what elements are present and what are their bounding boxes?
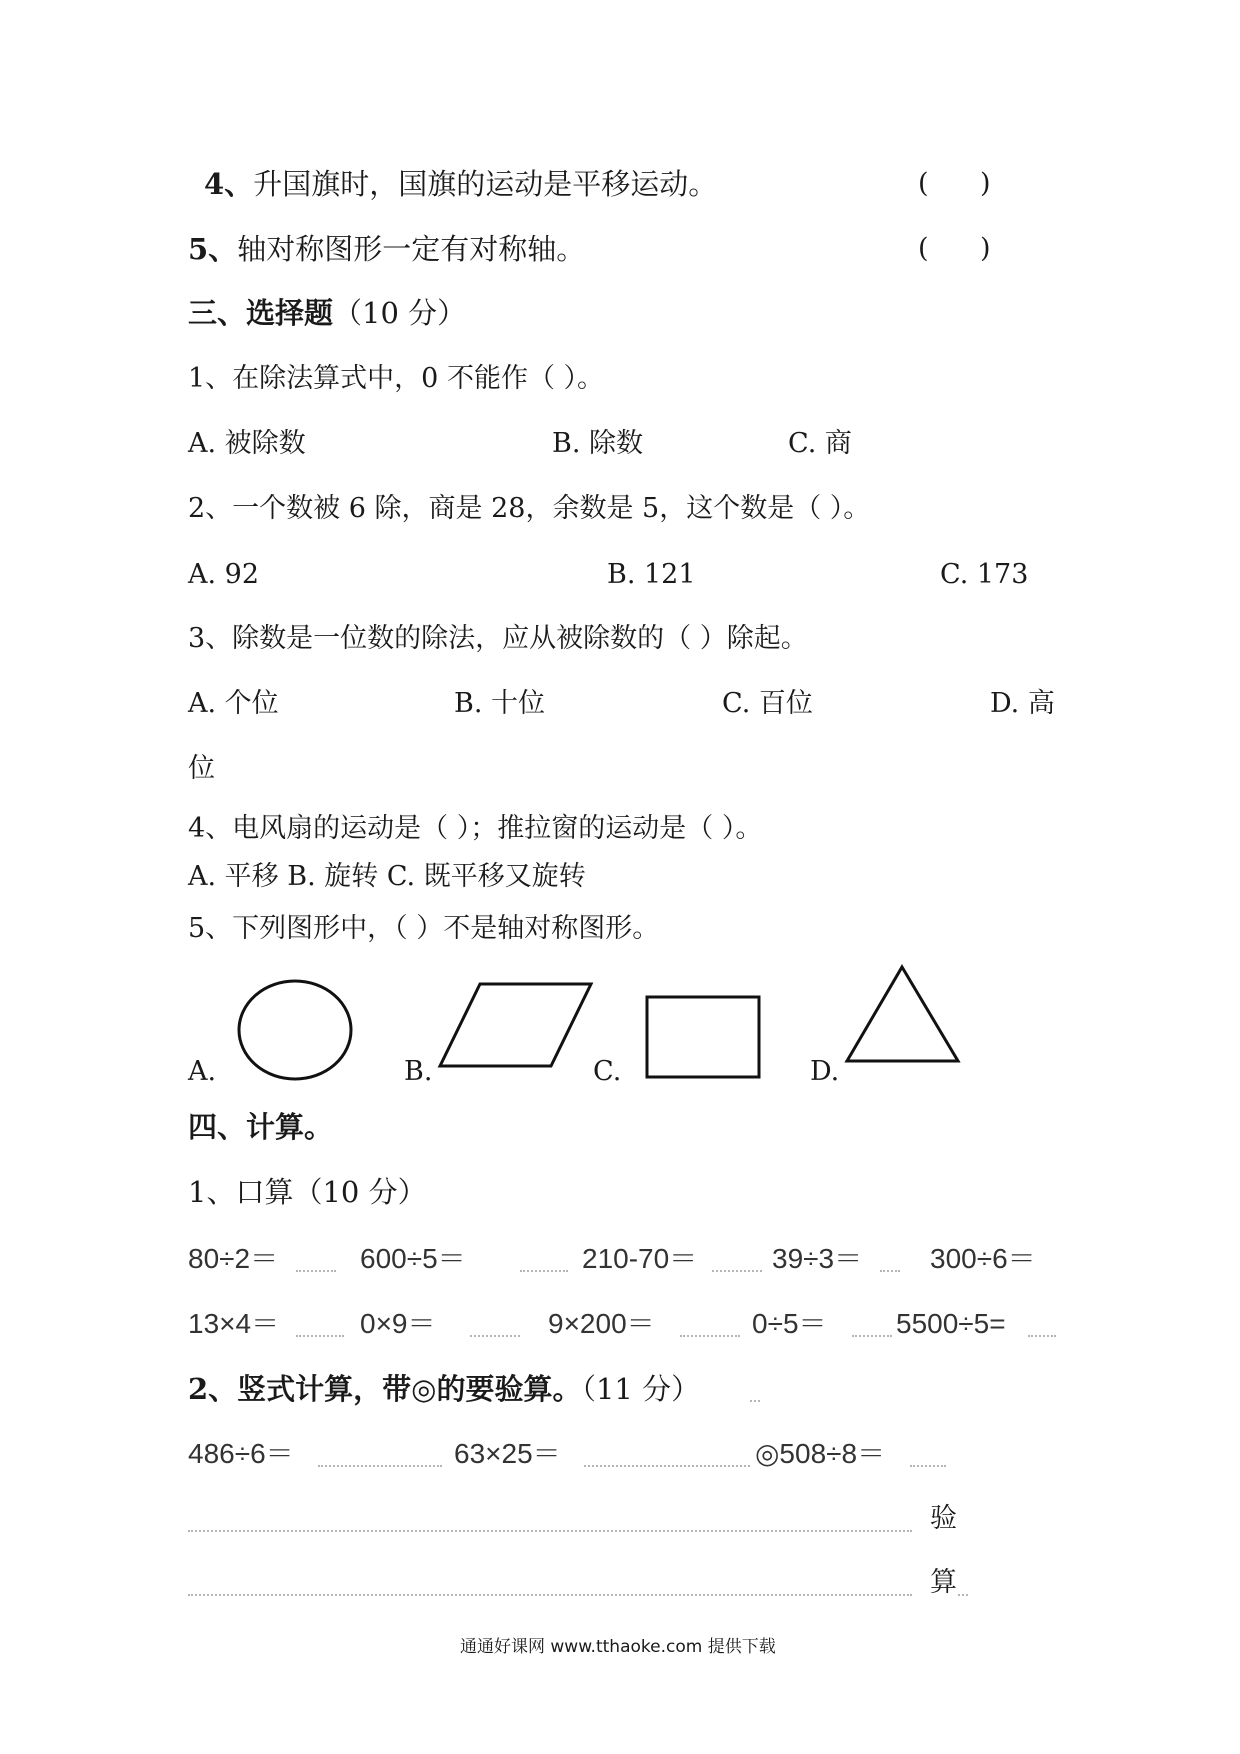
choice-q1-text: 1、在除法算式中，0 不能作（ ）。 — [188, 363, 605, 394]
dotted-blank — [958, 1594, 968, 1596]
dotted-blank — [296, 1270, 336, 1272]
shape-label-a: A. — [188, 1056, 217, 1087]
check-label-1: 验 — [930, 1503, 957, 1534]
section4-title: 四、计算。 — [188, 1110, 334, 1144]
rectangle-shape — [645, 995, 763, 1081]
dotted-blank — [852, 1335, 892, 1337]
oral-calc-title: 1、口算（10 分） — [188, 1175, 427, 1209]
oral-r2-c5: 5500÷5= — [896, 1308, 1006, 1339]
circle-shape — [236, 978, 356, 1083]
dotted-blank — [680, 1335, 740, 1337]
choice-q4-text: 4、电风扇的运动是（ ）；推拉窗的运动是（ ）。 — [188, 813, 763, 844]
choice-q3-option-b: B. 十位 — [454, 688, 546, 719]
oral-r1-c4: 39÷3＝ — [772, 1243, 863, 1274]
dotted-blank — [318, 1465, 442, 1467]
shape-label-c: C. — [593, 1056, 622, 1087]
judge-q4-text: 升国旗时，国旗的运动是平移运动。 — [253, 167, 718, 201]
judge-q4-num: 4、 — [204, 167, 254, 201]
dotted-blank — [750, 1400, 760, 1402]
choice-q3-option-d-wrap: 位 — [188, 753, 215, 784]
section3-score: （10 分） — [333, 296, 467, 330]
vertical-calc-item-3: ◎508÷8＝ — [755, 1438, 886, 1469]
dotted-blank — [584, 1465, 750, 1467]
choice-q3-option-c: C. 百位 — [722, 688, 813, 719]
judge-q5 — [188, 232, 585, 266]
choice-q4-options: A. 平移 B. 旋转 C. 既平移又旋转 — [188, 861, 586, 892]
oral-r1-c2: 600÷5＝ — [360, 1243, 466, 1274]
choice-q5-text: 5、下列图形中，（ ）不是轴对称图形。 — [188, 913, 660, 944]
dotted-blank — [712, 1270, 762, 1272]
choice-q3-text: 3、除数是一位数的除法，应从被除数的（ ）除起。 — [188, 623, 808, 654]
vertical-calc-item-2: 63×25＝ — [454, 1438, 561, 1469]
footer-credit: 通通好课网 www.tthaoke.com 提供下载 — [460, 1637, 776, 1657]
dotted-blank — [910, 1465, 946, 1467]
dotted-blank — [1028, 1335, 1056, 1337]
dotted-blank — [470, 1335, 520, 1337]
choice-q2-option-c: C. 173 — [940, 559, 1029, 590]
judge-q4-answer-blank[interactable]: ( ) — [918, 168, 991, 199]
choice-q2-text: 2、一个数被 6 除，商是 28，余数是 5，这个数是（ ）。 — [188, 493, 871, 524]
oral-r1-c3: 210-70＝ — [582, 1243, 698, 1274]
section3-title: 三、选择题 — [188, 296, 334, 330]
oral-r2-c2: 0×9＝ — [360, 1308, 436, 1339]
triangle-shape — [844, 965, 964, 1065]
dotted-work-line — [188, 1594, 912, 1596]
dotted-work-line — [188, 1530, 912, 1532]
judge-q5-text: 轴对称图形一定有对称轴。 — [237, 232, 586, 266]
choice-q1-option-c: C. 商 — [788, 428, 852, 459]
oral-r1-c5: 300÷6＝ — [930, 1243, 1036, 1274]
choice-q2-option-a: A. 92 — [188, 559, 260, 590]
parallelogram-shape — [438, 982, 598, 1070]
judge-q4 — [204, 167, 717, 201]
oral-r1-c1: 80÷2＝ — [188, 1243, 279, 1274]
oral-r2-c1: 13×4＝ — [188, 1308, 280, 1339]
judge-q5-num: 5、 — [188, 232, 238, 266]
judge-q5-answer-blank[interactable]: ( ) — [918, 233, 991, 264]
choice-q1-option-b: B. 除数 — [552, 428, 644, 459]
shape-label-b: B. — [404, 1056, 433, 1087]
choice-q3-option-a: A. 个位 — [188, 688, 279, 719]
vertical-calc-title: 2、竖式计算，带◎的要验算。 — [188, 1372, 582, 1406]
vertical-calc-item-1: 486÷6＝ — [188, 1438, 294, 1469]
choice-q1-option-a: A. 被除数 — [188, 428, 306, 459]
check-label-2: 算 — [930, 1567, 957, 1598]
choice-q3-option-d: D. 高 — [990, 688, 1055, 719]
dotted-blank — [520, 1270, 568, 1272]
choice-q2-option-b: B. 121 — [607, 559, 696, 590]
vertical-calc-score: （11 分） — [581, 1372, 701, 1406]
oral-r2-c3: 9×200＝ — [548, 1308, 655, 1339]
dotted-blank — [880, 1270, 900, 1272]
section3-heading — [188, 296, 466, 330]
vertical-calc-heading — [188, 1372, 700, 1406]
oral-r2-c4: 0÷5＝ — [752, 1308, 827, 1339]
shape-label-d: D. — [810, 1056, 840, 1087]
dotted-blank — [296, 1335, 344, 1337]
